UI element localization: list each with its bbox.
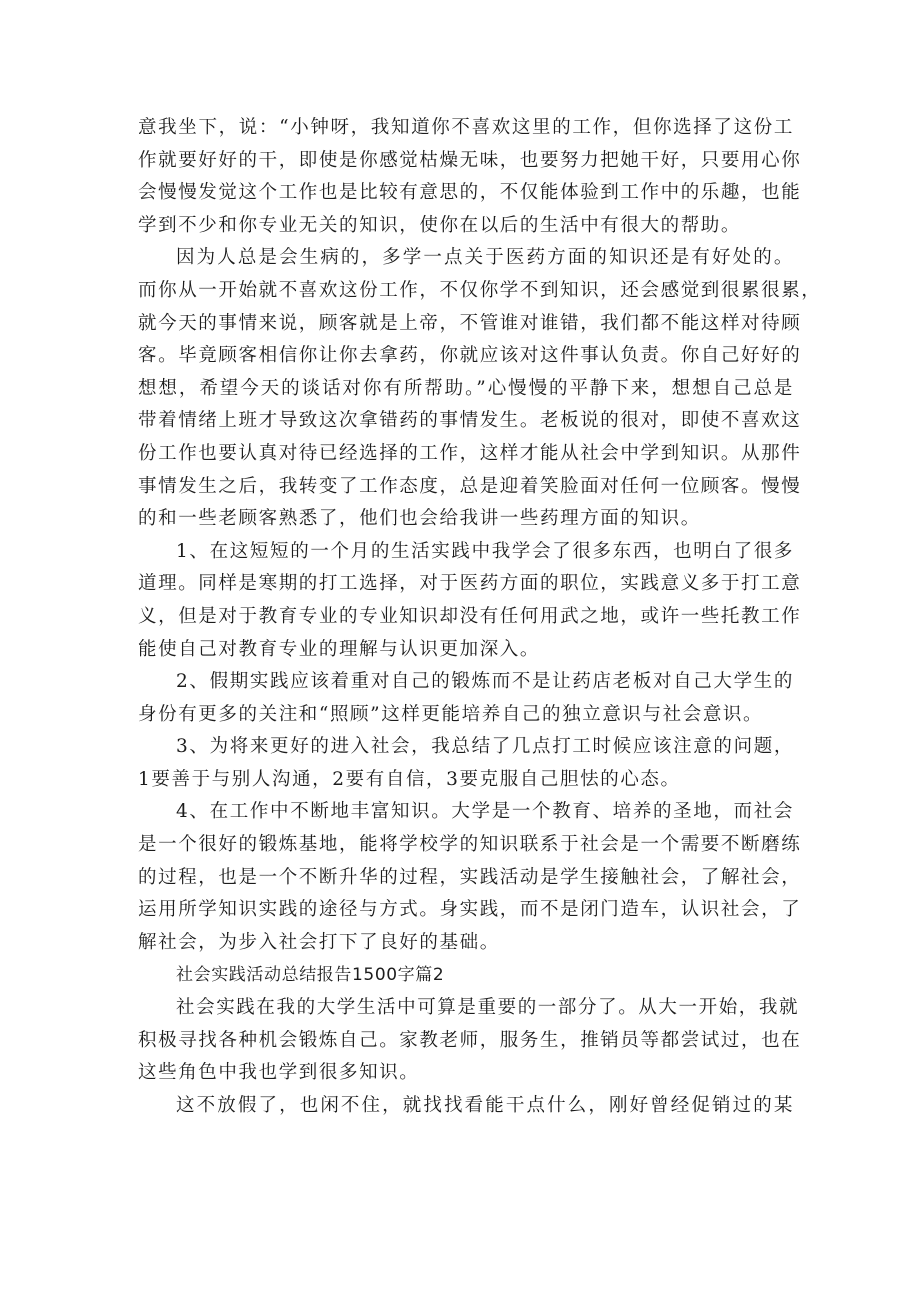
text-line: 3、为将来更好的进入社会，我总结了几点打工时候应该注意的问题，: [176, 736, 794, 758]
text-line: 道理。同样是寒期的打工选择，对于医药方面的职位，实践意义多于打工意: [138, 573, 802, 595]
text-line: 的和一些老顾客熟悉了，他们也会给我讲一些药理方面的知识。: [138, 508, 701, 530]
text-line: 学到不少和你专业无关的知识，使你在以后的生活中有很大的帮助。: [138, 214, 742, 236]
text-line: 事情发生之后，我转变了工作态度，总是迎着笑脸面对任何一位顾客。慢慢: [138, 475, 802, 497]
text-line: 1要善于与别人沟通，2要有自信，3要克服自己胆怯的心态。: [138, 768, 681, 790]
text-line: 2、假期实践应该着重对自己的锻炼而不是让药店老板对自己大学生的: [176, 671, 794, 693]
paragraph: [138, 796, 802, 959]
text-line: 身份有更多的关注和“照顾”这样更能培养自己的独立意识与社会意识。: [138, 703, 764, 725]
paragraph: [138, 992, 802, 1090]
text-line: 这些角色中我也学到很多知识。: [138, 1062, 420, 1084]
text-line: 义，但是对于教育专业的专业知识却没有任何用武之地，或许一些托教工作: [138, 605, 802, 627]
text-line: 这不放假了，也闲不住，就找找看能干点什么，刚好曾经促销过的某: [176, 1094, 794, 1116]
text-line: 积极寻找各种机会锻炼自己。家教老师，服务生，推销员等都尝试过，也在: [138, 1029, 802, 1051]
section-heading: 社会实践活动总结报告1500字篇2: [176, 965, 445, 986]
text-line: 运用所学知识实践的途径与方式。身实践，而不是闭门造车，认识社会，了: [138, 899, 802, 921]
text-line: 是一个很好的锻炼基地，能将学校学的知识联系于社会是一个需要不断磨练: [138, 834, 802, 856]
paragraph: [138, 731, 794, 796]
text-line: 会慢慢发觉这个工作也是比较有意思的，不仅能体验到工作中的乐趣，也能: [138, 182, 802, 204]
paragraph: [138, 536, 802, 666]
text-line: 份工作也要认真对待已经选择的工作，这样才能从社会中学到知识。从那件: [138, 442, 802, 464]
document-body: [138, 112, 822, 1122]
text-line: 能使自己对教育专业的理解与认识更加深入。: [138, 638, 541, 660]
paragraph: [138, 666, 794, 731]
text-line: 想想，希望今天的谈话对你有所帮助。”心慢慢的平静下来，想想自己总是: [138, 377, 794, 399]
text-line: 因为人总是会生病的，多学一点关于医药方面的知识还是有好处的。: [176, 247, 794, 269]
paragraph: [138, 112, 802, 242]
text-line: 作就要好好的干，即使是你感觉枯燥无味，也要努力把她干好，只要用心你: [138, 149, 802, 171]
paragraph: [138, 1090, 794, 1123]
paragraph: [138, 242, 822, 535]
text-line: 社会实践在我的大学生活中可算是重要的一部分了。从大一开始，我就: [176, 997, 800, 1019]
text-line: 的过程，也是一个不断升华的过程，实践活动是学生接触社会，了解社会，: [138, 866, 802, 888]
text-line: 就今天的事情来说，顾客就是上帝，不管谁对谁错，我们都不能这样对待顾: [138, 312, 802, 334]
text-line: 解社会，为步入社会打下了良好的基础。: [138, 931, 500, 953]
text-line: 意我坐下，说：“小钟呀，我知道你不喜欢这里的工作，但你选择了这份工: [138, 117, 794, 138]
text-line: 4、在工作中不断地丰富知识。大学是一个教育、培养的圣地，而社会: [176, 801, 794, 823]
text-line: 客。毕竟顾客相信你让你去拿药，你就应该对这件事认负责。你自己好好的: [138, 345, 802, 367]
text-line: 而你从一开始就不喜欢这份工作，不仅你学不到知识，还会感觉到很累很累，: [138, 279, 822, 301]
text-line: 带着情绪上班才导致这次拿错药的事情发生。老板说的很对，即使不喜欢这: [138, 410, 802, 432]
text-line: 1、在这短短的一个月的生活实践中我学会了很多东西，也明白了很多: [176, 540, 794, 562]
